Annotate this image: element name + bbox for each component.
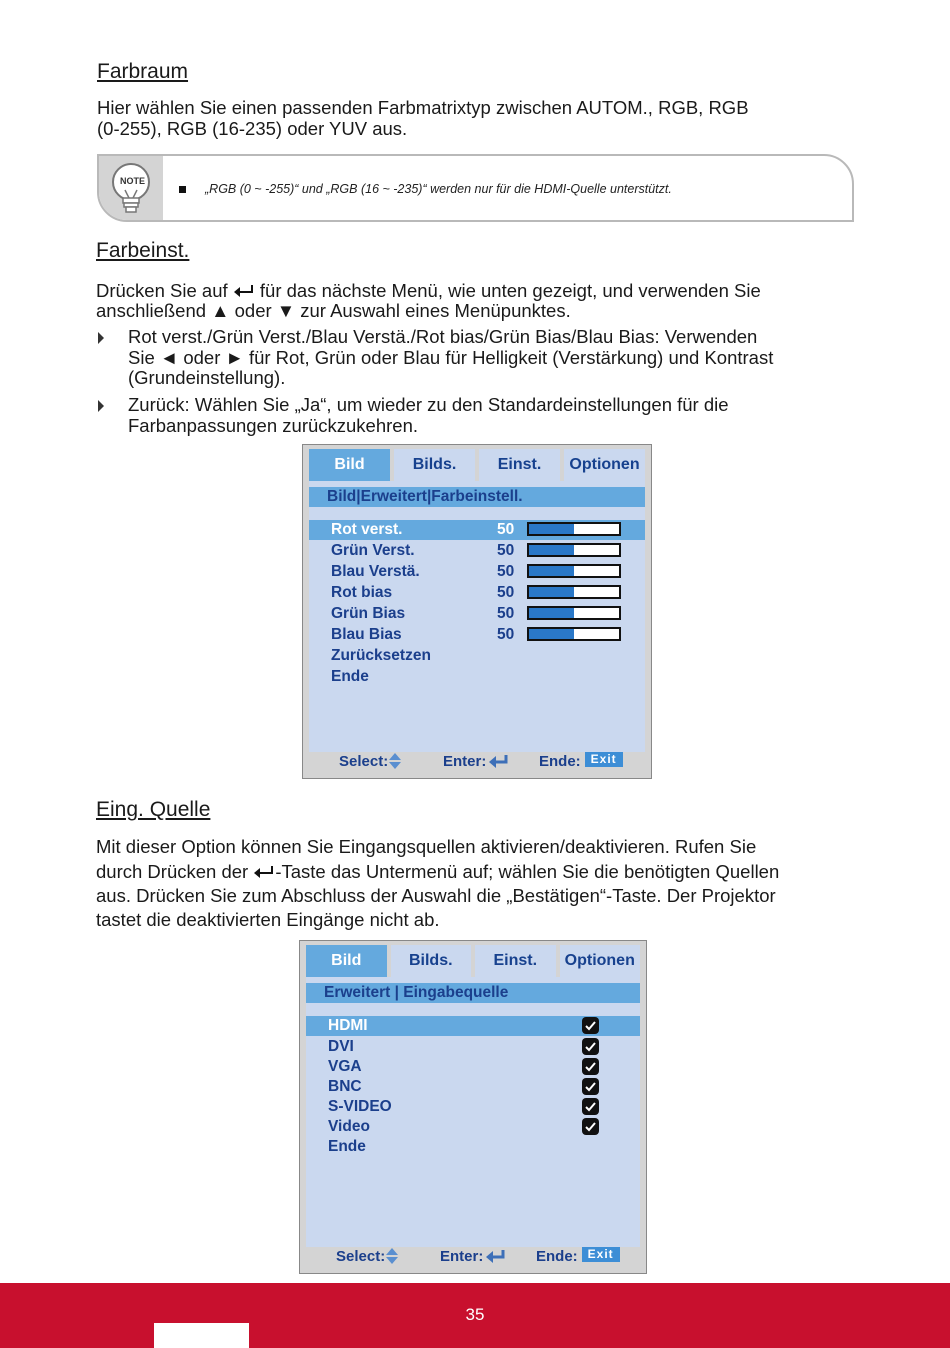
osd-breadcrumb: Bild|Erweitert|Farbeinstell. xyxy=(309,487,645,507)
footer-white-block xyxy=(154,1323,249,1348)
menu-item-label: Zurücksetzen xyxy=(331,647,431,664)
tab-bild[interactable]: Bild xyxy=(309,449,390,481)
bullet-arrow-icon xyxy=(98,400,104,412)
menu-item-label: Rot verst. xyxy=(331,521,403,538)
level-bar[interactable] xyxy=(527,606,621,620)
level-bar[interactable] xyxy=(527,585,621,599)
eing-quelle-line-1: Mit dieser Option können Sie Eingangsquellen aktivieren/deaktivieren. Rufen Sie xyxy=(96,836,757,857)
bullet-1-line-3: (Grundeinstellung). xyxy=(128,367,286,388)
exit-badge: Exit xyxy=(585,752,623,767)
menu-item-label: VGA xyxy=(328,1058,362,1075)
menu-item-label: Rot bias xyxy=(331,584,393,601)
farbraum-line-1: Hier wählen Sie einen passenden Farbmatrixtyp zwischen AUTOM., RGB, RGB xyxy=(97,97,749,118)
menu-item-gruen-bias[interactable] xyxy=(309,604,645,624)
farbraum-line-2: (0-255), RGB (16-235) oder YUV aus. xyxy=(97,118,408,139)
menu-item-hdmi[interactable] xyxy=(306,1016,640,1036)
menu-item-rot-verst[interactable] xyxy=(309,520,645,540)
farbeinst-line-1 xyxy=(96,280,761,301)
footer-select-label: Select: xyxy=(339,753,389,770)
tab-bilds[interactable]: Bilds. xyxy=(394,449,475,481)
menu-item-label: S-VIDEO xyxy=(328,1098,392,1115)
enter-key-icon xyxy=(485,1249,507,1263)
footer-ende xyxy=(539,752,617,772)
footer-enter xyxy=(443,752,510,772)
menu-item-zuruecksetzen[interactable] xyxy=(309,646,645,666)
checkbox-checked-icon[interactable] xyxy=(582,1058,599,1075)
footer-enter-label: Enter: xyxy=(440,1248,484,1265)
enter-key-icon xyxy=(233,284,255,298)
eing-quelle-line-2 xyxy=(96,861,779,882)
bullet-1-line-1: Rot verst./Grün Verst./Blau Verstä./Rot bias/Grün Bias/Blau Bias: Verwenden xyxy=(128,326,758,347)
osd-tab-bar xyxy=(309,449,645,481)
osd-breadcrumb: Erweitert | Eingabequelle xyxy=(306,983,640,1003)
checkbox-checked-icon[interactable] xyxy=(582,1118,599,1135)
page-footer xyxy=(0,1283,950,1348)
note-text: „RGB (0 ~ -255)“ und „RGB (16 ~ -235)“ werden nur für die HDMI-Quelle unterstützt. xyxy=(205,182,672,196)
bullet-2-line-2: Farbanpassungen zurückzukehren. xyxy=(128,414,419,436)
bullet-zurueck xyxy=(128,395,729,436)
menu-item-blau-bias[interactable] xyxy=(309,625,645,645)
checkbox-checked-icon[interactable] xyxy=(582,1038,599,1055)
level-bar-fill xyxy=(529,566,574,576)
footer-select-label: Select: xyxy=(336,1248,386,1265)
footer-ende xyxy=(536,1247,614,1267)
eing-quelle-line-2-start: durch Drücken der xyxy=(96,861,249,882)
tab-einst[interactable]: Einst. xyxy=(475,945,556,977)
menu-item-label: Grün Bias xyxy=(331,605,406,622)
farbeinst-line-1-end: für das nächste Menü, wie unten gezeigt, und verwenden Sie xyxy=(259,280,761,301)
osd-menu-farbeinstellung xyxy=(302,444,652,779)
up-down-arrows-icon xyxy=(389,753,401,769)
menu-item-vga[interactable] xyxy=(306,1057,640,1077)
level-bar[interactable] xyxy=(527,522,621,536)
level-bar[interactable] xyxy=(527,543,621,557)
farbeinst-line-2: anschließend ▲ oder ▼ zur Auswahl eines Menüpunktes. xyxy=(96,300,571,321)
bullet-1-line-2: Sie ◄ oder ► für Rot, Grün oder Blau für Helligkeit (Verstärkung) und Kontrast xyxy=(128,346,774,368)
eing-quelle-line-3: aus. Drücken Sie zum Abschluss der Auswahl die „Bestätigen“-Taste. Der Projektor xyxy=(96,885,776,906)
up-down-arrows-icon xyxy=(386,1248,398,1264)
osd-footer xyxy=(306,1247,640,1267)
osd-tab-bar xyxy=(306,945,640,977)
menu-item-gruen-verst[interactable] xyxy=(309,541,645,561)
osd-menu-eingabequelle xyxy=(299,940,647,1274)
menu-item-value: 50 xyxy=(497,584,515,601)
heading-farbraum: Farbraum xyxy=(97,60,189,83)
menu-item-label: Ende xyxy=(331,668,369,685)
eing-quelle-line-4: tastet die deaktivierten Eingänge nicht ab. xyxy=(96,909,440,930)
checkbox-checked-icon[interactable] xyxy=(582,1098,599,1115)
menu-item-blau-verst[interactable] xyxy=(309,562,645,582)
menu-item-bnc[interactable] xyxy=(306,1077,640,1097)
menu-item-rot-bias[interactable] xyxy=(309,583,645,603)
exit-badge: Exit xyxy=(582,1247,620,1262)
level-bar[interactable] xyxy=(527,564,621,578)
menu-item-label: BNC xyxy=(328,1078,362,1095)
menu-item-ende[interactable] xyxy=(309,667,645,687)
menu-item-label: DVI xyxy=(328,1038,354,1055)
footer-enter-label: Enter: xyxy=(443,753,487,770)
note-lightbulb-icon xyxy=(109,162,153,218)
enter-key-icon xyxy=(488,754,510,768)
enter-key-icon xyxy=(253,865,275,879)
note-icon-panel xyxy=(99,156,163,220)
osd-footer xyxy=(309,752,645,772)
menu-item-label: Blau Verstä. xyxy=(331,563,420,580)
bullet-rot-verst xyxy=(128,327,773,389)
note-icon-label: NOTE xyxy=(120,176,146,186)
menu-item-value: 50 xyxy=(497,521,515,538)
footer-ende-label: Ende: xyxy=(536,1248,578,1265)
tab-bilds[interactable]: Bilds. xyxy=(391,945,472,977)
menu-item-dvi[interactable] xyxy=(306,1037,640,1057)
level-bar-fill xyxy=(529,608,574,618)
menu-item-label: Grün Verst. xyxy=(331,542,415,559)
checkbox-checked-icon[interactable] xyxy=(582,1078,599,1095)
bullet-arrow-icon xyxy=(98,332,104,344)
osd-menu-body xyxy=(309,449,645,772)
footer-select xyxy=(336,1247,398,1267)
level-bar-fill xyxy=(529,587,574,597)
note-bullet-square xyxy=(179,186,186,193)
menu-item-ende[interactable] xyxy=(306,1137,640,1157)
osd-menu-body xyxy=(306,945,640,1267)
heading-eing-quelle: Eing. Quelle xyxy=(96,798,211,821)
footer-select xyxy=(339,752,401,772)
menu-item-value: 50 xyxy=(497,626,515,643)
menu-item-video[interactable] xyxy=(306,1117,640,1137)
level-bar-fill xyxy=(529,545,574,555)
bullet-2-line-1: Zurück: Wählen Sie „Ja“, um wieder zu den Standardeinstellungen für die xyxy=(128,394,729,415)
footer-ende-label: Ende: xyxy=(539,753,581,770)
menu-item-s-video[interactable] xyxy=(306,1097,640,1117)
page-number: 35 xyxy=(465,1305,485,1324)
level-bar[interactable] xyxy=(527,627,621,641)
level-bar-fill xyxy=(529,629,574,639)
footer-enter xyxy=(440,1247,507,1267)
note-box xyxy=(97,154,854,222)
menu-item-value: 50 xyxy=(497,563,515,580)
heading-farbeinst: Farbeinst. xyxy=(96,239,190,262)
farbeinst-line-1-start: Drücken Sie auf xyxy=(96,280,228,301)
menu-item-value: 50 xyxy=(497,605,515,622)
level-bar-fill xyxy=(529,524,574,534)
eing-quelle-line-2-end: -Taste das Untermenü auf; wählen Sie die benötigten Quellen xyxy=(275,861,780,882)
tab-bild[interactable]: Bild xyxy=(306,945,387,977)
menu-item-label: Ende xyxy=(328,1138,366,1155)
checkbox-checked-icon[interactable] xyxy=(582,1017,599,1034)
tab-optionen[interactable]: Optionen xyxy=(564,449,645,481)
menu-item-label: Blau Bias xyxy=(331,626,402,643)
tab-einst[interactable]: Einst. xyxy=(479,449,560,481)
tab-optionen[interactable]: Optionen xyxy=(560,945,641,977)
menu-item-label: HDMI xyxy=(328,1017,368,1034)
menu-item-label: Video xyxy=(328,1118,370,1135)
menu-item-value: 50 xyxy=(497,542,515,559)
